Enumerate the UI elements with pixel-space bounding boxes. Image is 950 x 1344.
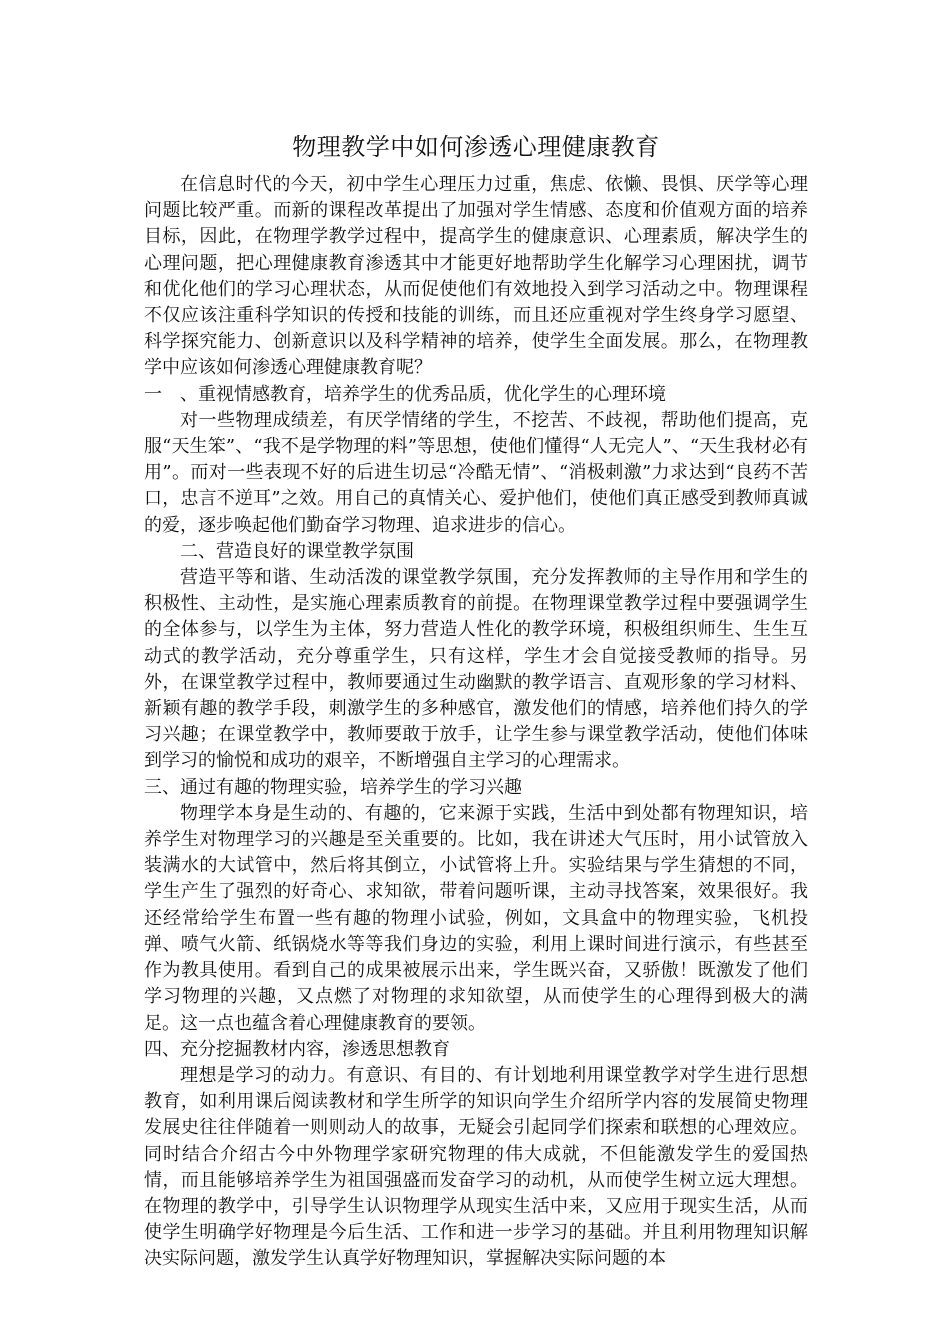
document-page	[144, 130, 808, 1273]
section-body-4: 理想是学习的动力。有意识、有目的、有计划地利用课堂教学对学生进行思想教育，如利用课后阅读教材和学生所学的知识向学生介绍所学内容的发展简史物理发展史往往伴随着一则则动人的故事，无疑会引起同学们探索和联想的心理效应。同时结合介绍古今中外物理学家研究物理的伟大成就，不但能激发学生的爱国热情，而且能够培养学生为祖国强盛而发奋学习的动机，从而使学生树立远大理想。在物理的教学中，引导学生认识物理学从现实生活中来，又应用于现实生活，从而使学生明确学好物理是今后生活、工作和进一步学习的基础。并且利用物理知识解决实际问题，激发学生认真学好物理知识，掌握解决实际问题的本	[144, 1064, 808, 1270]
section-heading-4: 四、充分挖掘教材内容，渗透思想教育	[144, 1038, 450, 1060]
section-heading-1: 一 、重视情感教育，培养学生的优秀品质，优化学生的心理环境	[144, 383, 666, 405]
section-heading-3: 三、通过有趣的物理实验，培养学生的学习兴趣	[144, 776, 522, 798]
intro-paragraph: 在信息时代的今天，初中学生心理压力过重，焦虑、依懒、畏惧、厌学等心理问题比较严重。而新的课程改革提出了加强对学生情感、态度和价值观方面的培养目标，因此，在物理学教学过程中，提高学生的健康意识、心理素质，解决学生的心理问题，把心理健康教育渗透其中才能更好地帮助学生化解学习心理困扰，调节和优化他们的学习心理状态，从而促使他们有效地投入到学习活动之中。物理课程不仅应该注重科学知识的传授和技能的训练，而且还应重视对学生终身学习愿望、科学探究能力、创新意识以及科学精神的培养，使学生全面发展。那么，在物理教学中应该如何渗透心理健康教育呢？	[144, 174, 808, 379]
document-title: 物理教学中如何渗透心理健康教育	[292, 133, 660, 161]
section-body-1: 对一些物理成绩差，有厌学情绪的学生，不挖苦、不歧视，帮助他们提高，克服“天生笨”、“我不是学物理的料”等思想，使他们懂得“人无完人”、“天生我材必有用”。而对一些表现不好的后进生切忌“冷酷无情”、“消极刺激”力求达到“良药不苦口，忠言不逆耳”之效。用自己的真情关心、爱护他们，使他们真正感受到教师真诚的爱，逐步唤起他们勤奋学习物理、追求进步的信心。	[144, 409, 808, 536]
section-body-2: 营造平等和谐、生动活泼的课堂教学氛围，充分发挥教师的主导作用和学生的积极性、主动性，是实施心理素质教育的前提。在物理课堂教学过程中要强调学生的全体参与，以学生为主体，努力营造人性化的教学环境，积极组织师生、生生互动式的教学活动，充分尊重学生，只有这样，学生才会自觉接受教师的指导。另外，在课堂教学过程中，教师要通过生动幽默的教学语言、直观形象的学习材料、新颖有趣的教学手段，刺激学生的多种感官，激发他们的情感，培养他们持久的学习兴趣；在课堂教学中，教师要敢于放手，让学生参与课堂教学活动，使他们体味到学习的愉悦和成功的艰辛，不断增强自主学习的心理需求。	[144, 567, 808, 772]
section-heading-2: 二、营造良好的课堂教学氛围	[180, 540, 414, 562]
section-body-3: 物理学本身是生动的、有趣的，它来源于实践，生活中到处都有物理知识，培养学生对物理学习的兴趣是至关重要的。比如，我在讲述大气压时，用小试管放入装满水的大试管中，然后将其倒立，小试管将上升。实验结果与学生猜想的不同，学生产生了强烈的好奇心、求知欲，带着问题听课，主动寻找答案，效果很好。我还经常给学生布置一些有趣的物理小试验，例如，文具盒中的物理实验，飞机投弹、喷气火箭、纸锅烧水等等我们身边的实验，利用上课时间进行演示，有些甚至作为教具使用。看到自己的成果被展示出来，学生既兴奋，又骄傲！既激发了他们学习物理的兴趣，又点燃了对物理的求知欲望，从而使学生的心理得到极大的满足。这一点也蕴含着心理健康教育的要领。	[144, 802, 808, 1034]
